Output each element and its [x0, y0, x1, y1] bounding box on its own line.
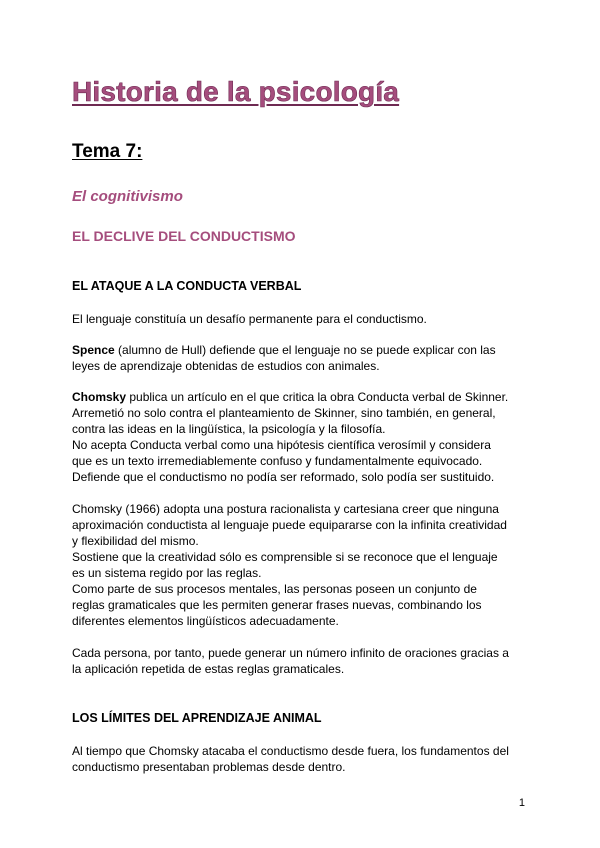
- paragraph-language-challenge: [72, 311, 532, 327]
- paragraph-line: aproximación conductista al lenguaje puede equipararse con la infinita creatividad: [72, 518, 507, 532]
- bold-name: Chomsky: [72, 390, 127, 404]
- paragraph-line: Sostiene que la creatividad sólo es comprensible si se reconoce que el lenguaje: [72, 550, 498, 564]
- paragraph-line: leyes de aprendizaje obtenidas de estudios con animales.: [72, 359, 380, 373]
- paragraph-line: Defiende que el conductismo no podía ser reformado, solo podía ser sustituido.: [72, 470, 495, 484]
- paragraph-line: conductismo presentaban problemas desde dentro.: [72, 760, 346, 774]
- section-heading: EL DECLIVE DEL CONDUCTISMO: [72, 228, 296, 244]
- bold-name: Spence: [72, 343, 115, 357]
- paragraph-line: Al tiempo que Chomsky atacaba el conductismo desde fuera, los fundamentos del: [72, 744, 509, 758]
- paragraph-line: reglas gramaticales que les permiten generar frases nuevas, combinando los: [72, 598, 482, 612]
- paragraph-line: Spence (alumno de Hull) defiende que el lenguaje no se puede explicar con las: [72, 343, 496, 357]
- paragraph-chomsky-critique: [72, 389, 532, 485]
- paragraph-line: que es un texto irremediablemente confuso y fundamentalmente equivocado.: [72, 454, 483, 468]
- paragraph-line: Chomsky publica un artículo en el que critica la obra Conducta verbal de Skinner.: [72, 390, 509, 404]
- paragraph-line: Como parte de sus procesos mentales, las personas poseen un conjunto de: [72, 582, 477, 596]
- topic-subtitle: El cognitivismo: [72, 188, 183, 205]
- paragraph-spence: [72, 342, 532, 374]
- paragraph-line: y flexibilidad del mismo.: [72, 534, 199, 548]
- document-title: Historia de la psicología: [72, 76, 400, 107]
- paragraph-line: diferentes elementos lingüísticos adecuadamente.: [72, 614, 339, 628]
- paragraph-line: contra las ideas en la lingüística, la psicología y la filosofía.: [72, 422, 386, 436]
- page-number: 1: [518, 797, 525, 809]
- paragraph-chomsky-1966: [72, 501, 532, 629]
- paragraph-line: Arremetió no solo contra el planteamiento de Skinner, sino también, en general,: [72, 406, 496, 420]
- paragraph-line: Chomsky (1966) adopta una postura racionalista y cartesiana creer que ninguna: [72, 502, 499, 516]
- paragraph-infinite-sentences: [72, 645, 532, 677]
- paragraph-line: es un sistema regido por las reglas.: [72, 566, 262, 580]
- paragraph-animal-learning: [72, 743, 532, 775]
- subsection-heading-animal-learning: LOS LÍMITES DEL APRENDIZAJE ANIMAL: [72, 711, 322, 725]
- paragraph-line: la aplicación repetida de estas reglas gramaticales.: [72, 662, 345, 676]
- paragraph-line: Cada persona, por tanto, puede generar un número infinito de oraciones gracias a: [72, 646, 509, 660]
- paragraph-line: No acepta Conducta verbal como una hipótesis científica verosímil y considera: [72, 438, 491, 452]
- subsection-heading-verbal-behavior: EL ATAQUE A LA CONDUCTA VERBAL: [72, 279, 302, 293]
- paragraph-line: El lenguaje constituía un desafío permanente para el conductismo.: [72, 312, 427, 326]
- topic-heading: Tema 7:: [72, 141, 143, 162]
